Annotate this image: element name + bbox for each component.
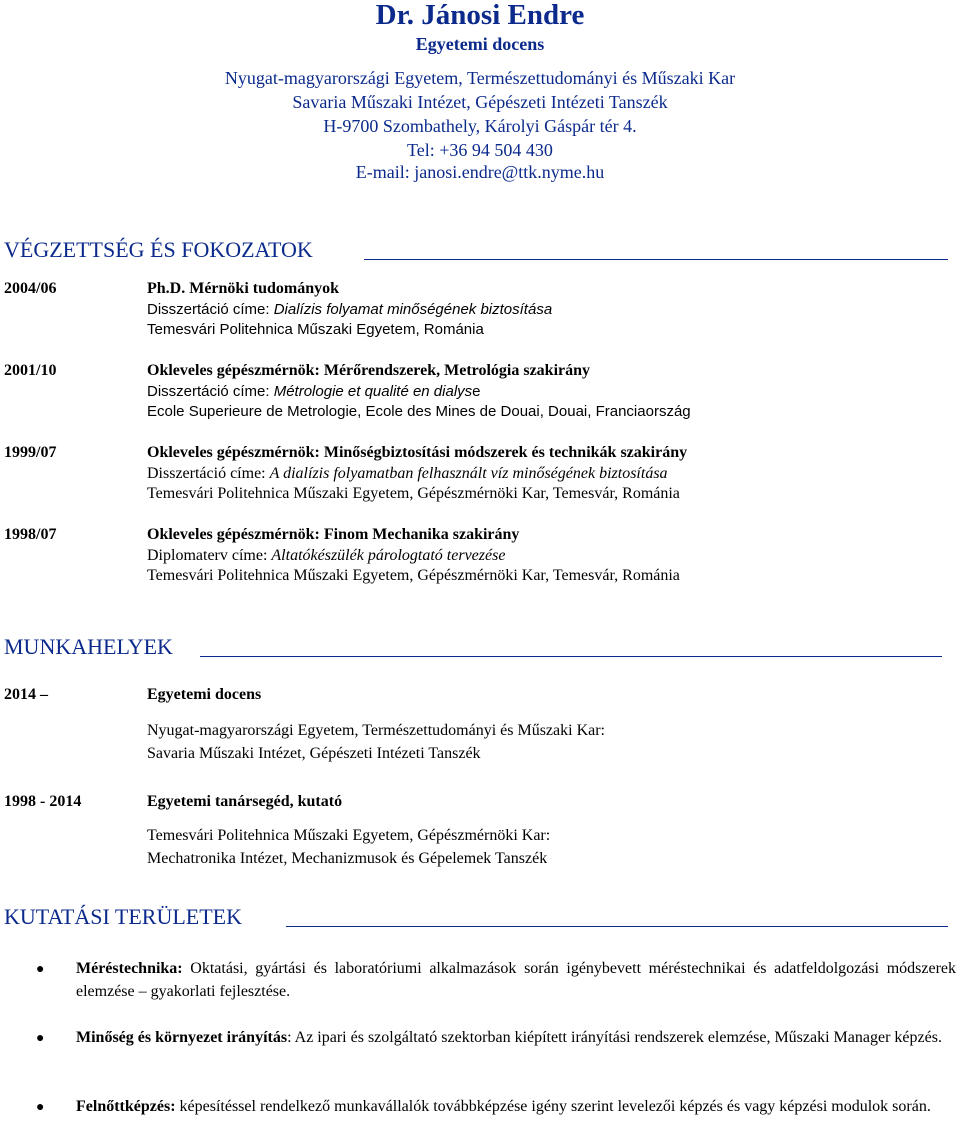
thesis-prefix: Disszertáció címe: bbox=[147, 300, 274, 318]
affiliation-line: Nyugat-magyarországi Egyetem, Természettudományi és Műszaki Kar bbox=[224, 68, 736, 88]
work-date: 1998 - 2014 bbox=[4, 793, 82, 810]
work-line: Nyugat-magyarországi Egyetem, Természettudományi és Műszaki Kar: bbox=[147, 722, 605, 739]
thesis-prefix: Disszertáció címe: bbox=[147, 382, 274, 400]
entry-degree: Ph.D. Mérnöki tudományok bbox=[147, 280, 340, 297]
research-item bbox=[76, 957, 956, 1003]
work-line: Mechatronika Intézet, Mechanizmusok és Gépelemek Tanszék bbox=[147, 850, 548, 867]
phone-line: Tel: +36 94 504 430 bbox=[407, 140, 553, 160]
person-name: Dr. Jánosi Endre bbox=[375, 0, 585, 31]
research-label: Felnőttképzés: bbox=[76, 1098, 176, 1115]
entry-institution: Temesvári Politehnica Műszaki Egyetem, Gépészmérnöki Kar, Temesvár, Románia bbox=[147, 485, 680, 502]
research-label: Méréstechnika: bbox=[76, 960, 183, 977]
entry-degree: Okleveles gépészmérnök: Finom Mechanika szakirány bbox=[147, 526, 520, 543]
research-text: képesítéssel rendelkező munkavállalók továbbképzése igény szerint levelezői képzés és vagy képzési modulok során. bbox=[175, 1098, 931, 1115]
entry-institution: Temesvári Politehnica Műszaki Egyetem, Románia bbox=[147, 321, 484, 338]
work-title: Egyetemi docens bbox=[147, 686, 262, 703]
work-line: Savaria Műszaki Intézet, Gépészeti Intézeti Tanszék bbox=[147, 745, 481, 762]
entry-degree: Okleveles gépészmérnök: Mérőrendszerek, Metrológia szakirány bbox=[147, 362, 591, 379]
thesis-suffix: e bbox=[472, 382, 481, 400]
entry-date: 2001/10 bbox=[4, 362, 57, 379]
bullet-icon: ● bbox=[36, 962, 45, 977]
research-text: : Az ipari és szolgáltató szektorban kiépített irányítási rendszerek elemzése, Műszaki Manager képzés. bbox=[287, 1029, 942, 1046]
heading-rule bbox=[286, 926, 948, 927]
entry-date: 1999/07 bbox=[4, 444, 57, 461]
entry-date: 2004/06 bbox=[4, 280, 57, 297]
thesis-prefix: Diplomaterv címe: bbox=[147, 546, 272, 564]
entry-institution: Ecole Superieure de Metrologie, Ecole des Mines de Douai, Douai, Franciaország bbox=[147, 403, 691, 420]
education-heading-text: VÉGZETTSÉG ÉS FOKOZATOK bbox=[4, 237, 313, 262]
heading-rule bbox=[200, 656, 942, 657]
entry-date: 1998/07 bbox=[4, 526, 57, 543]
person-title: Egyetemi docens bbox=[415, 34, 545, 54]
heading-rule bbox=[364, 259, 948, 260]
thesis-title: A dialízis folyamatban felhasznált víz minőségének biztosítása bbox=[269, 464, 668, 482]
work-heading-text: MUNKAHELYEK bbox=[4, 634, 173, 659]
research-heading-text: KUTATÁSI TERÜLETEK bbox=[4, 904, 242, 929]
thesis-prefix: Disszertáció címe: bbox=[147, 464, 270, 482]
department-line: Savaria Műszaki Intézet, Gépészeti Intézeti Tanszék bbox=[292, 92, 668, 112]
education-heading bbox=[4, 238, 948, 262]
thesis-title: Altatókészülék párologtató tervezése bbox=[271, 546, 506, 564]
email-line: E-mail: janosi.endre@ttk.nyme.hu bbox=[355, 162, 605, 182]
thesis-title: Métrologie et qualité en dialys bbox=[273, 382, 473, 400]
research-text: Oktatási, gyártási és laboratóriumi alkalmazások során igénybevett méréstechnikai és adatfeldolgozási módszerek elemzése – gyakorlati fejlesztése. bbox=[76, 960, 956, 1000]
entry-degree: Okleveles gépészmérnök: Minőségbiztosítási módszerek és technikák szakirány bbox=[147, 444, 688, 461]
entry-institution: Temesvári Politehnica Műszaki Egyetem, Gépészmérnöki Kar, Temesvár, Románia bbox=[147, 567, 680, 584]
research-item bbox=[76, 1095, 956, 1118]
bullet-icon: ● bbox=[36, 1100, 45, 1115]
address-line: H-9700 Szombathely, Károlyi Gáspár tér 4. bbox=[323, 116, 637, 136]
work-date: 2014 – bbox=[4, 686, 48, 703]
work-heading bbox=[4, 635, 948, 659]
research-label: Minőség és környezet irányítás bbox=[76, 1029, 288, 1046]
bullet-icon: ● bbox=[36, 1031, 45, 1046]
research-heading bbox=[4, 905, 948, 929]
research-item bbox=[76, 1026, 956, 1049]
thesis-title: Dialízis folyamat minőségének biztosítása bbox=[273, 300, 553, 318]
work-title: Egyetemi tanársegéd, kutató bbox=[147, 793, 343, 810]
work-line: Temesvári Politehnica Műszaki Egyetem, Gépészmérnöki Kar: bbox=[147, 827, 551, 844]
